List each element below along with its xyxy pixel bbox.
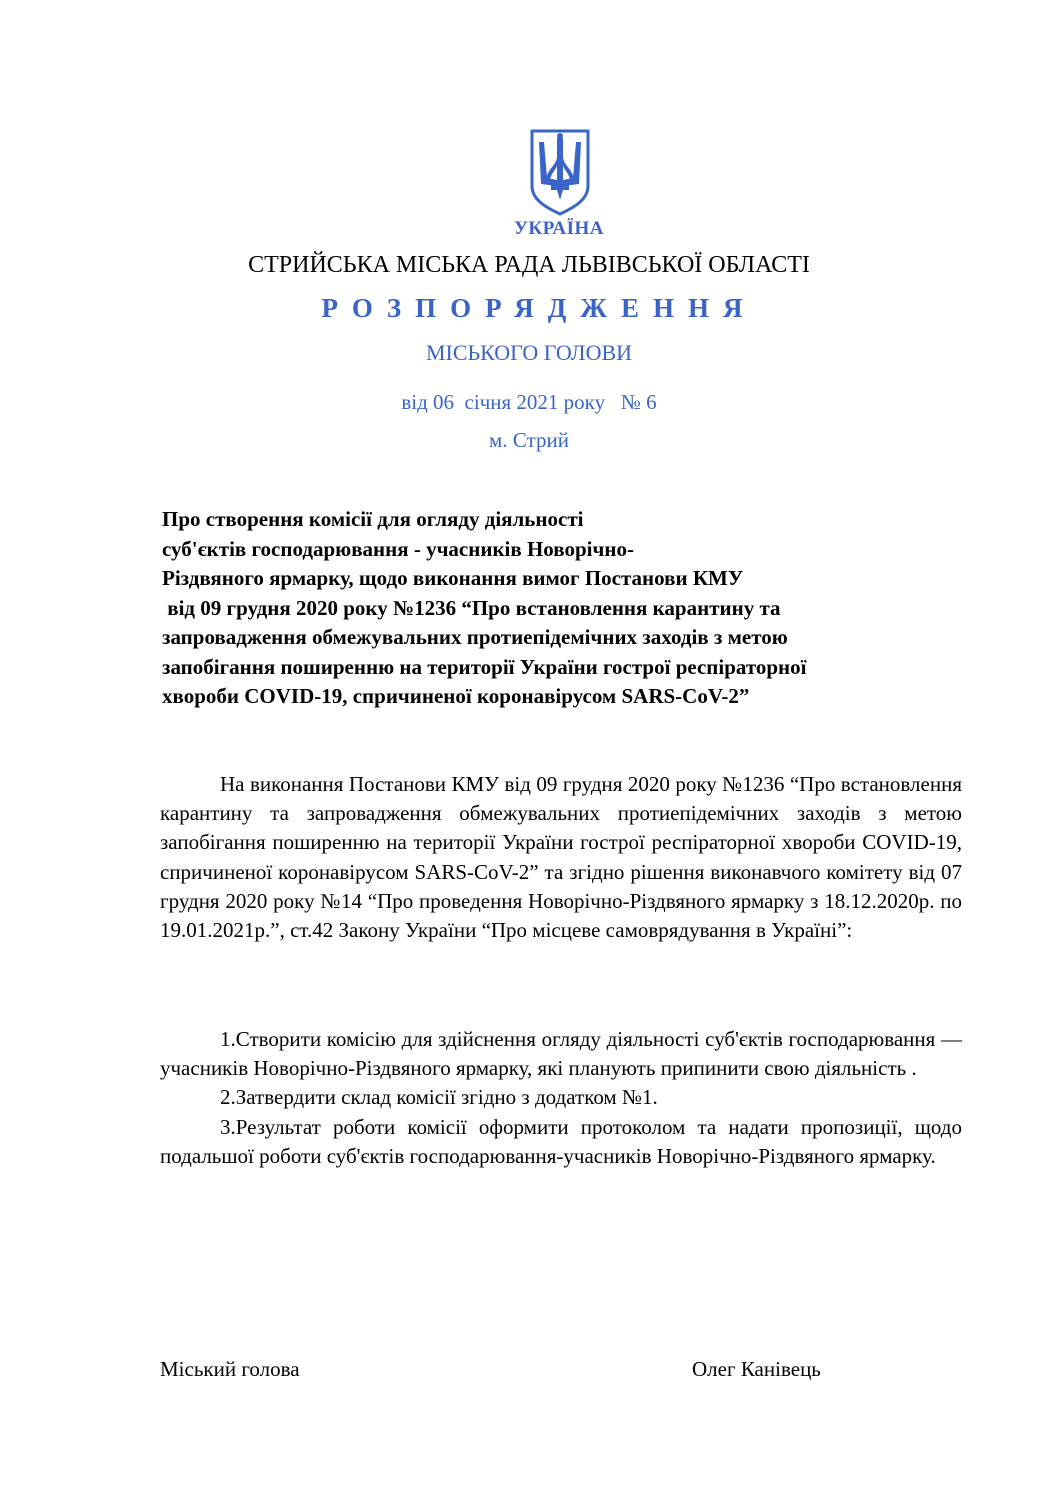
- title-line: суб'єктів господарювання - учасників Новорічно-: [162, 536, 634, 561]
- signatory-position: Міський голова: [160, 1357, 300, 1381]
- title-line: запровадження обмежувальних протиепідемічних заходів з метою: [162, 625, 788, 649]
- order-item: 3.Результат роботи комісії оформити протоколом та надати пропозиції, щодо подальшої роботи суб'єктів господарювання-учасників Новорічно-Різдвяного ярмарку.: [160, 1114, 962, 1168]
- title-line: Про створення комісії для огляду діяльності: [162, 507, 584, 531]
- title-line: від 09 грудня 2020 року №1236 “Про встановлення карантину та: [162, 595, 781, 620]
- title-line: хвороби COVID-19, спричиненої коронавірусом SARS-CoV-2”: [162, 684, 750, 708]
- tryzub-icon: [527, 128, 593, 216]
- title-line: запобігання поширенню на території України гострої респіраторної: [162, 654, 807, 679]
- council-name: СТРИЙСЬКА МІСЬКА РАДА ЛЬВІВСЬКОЇ ОБЛАСТІ: [248, 252, 810, 278]
- title-line: Різдвяного ярмарку, щодо виконання вимог Постанови КМУ: [162, 566, 744, 590]
- preamble-section: [160, 770, 962, 945]
- document-type: РОЗПОРЯДЖЕННЯ: [321, 293, 757, 323]
- order-item: 2.Затвердити склад комісії згідно з додатком №1.: [220, 1085, 658, 1110]
- document-date: від 06 січня 2021 року: [401, 390, 606, 414]
- document-city: м. Стрий: [489, 428, 569, 452]
- preamble-paragraph: На виконання Постанови КМУ від 09 грудня 2020 року №1236 “Про встановлення карантину та запровадження обмежувальних протиепідемічних заходів з метою запобігання поширенню на території України гострої респіраторної хвороби COVID-19, спричиненої коронавірусом SARS-CoV-2” та згідно рішення виконавчого комітету від 07 грудня 2020 року №14 “Про проведення Новорічно-Різдвяного ярмарку з 18.12.2020р. по 19.01.2021р.”, ст.42 Закону України “Про місцеве самоврядування в Україні”:: [160, 772, 962, 943]
- order-item: 1.Створити комісію для здійснення огляду діяльності суб'єктів господарювання — учасників Новорічно-Різдвяного ярмарку, які планують припинити свою діяльність .: [160, 1027, 962, 1081]
- order-items: [160, 1025, 962, 1171]
- document-number: № 6: [620, 390, 657, 414]
- signatory-name: Олег Канівець: [692, 1357, 821, 1381]
- document-subtype: МІСЬКОГО ГОЛОВИ: [425, 340, 633, 365]
- document-date-line: [0, 390, 1058, 415]
- document-title: [162, 505, 807, 712]
- country-name: УКРАЇНА: [513, 218, 604, 239]
